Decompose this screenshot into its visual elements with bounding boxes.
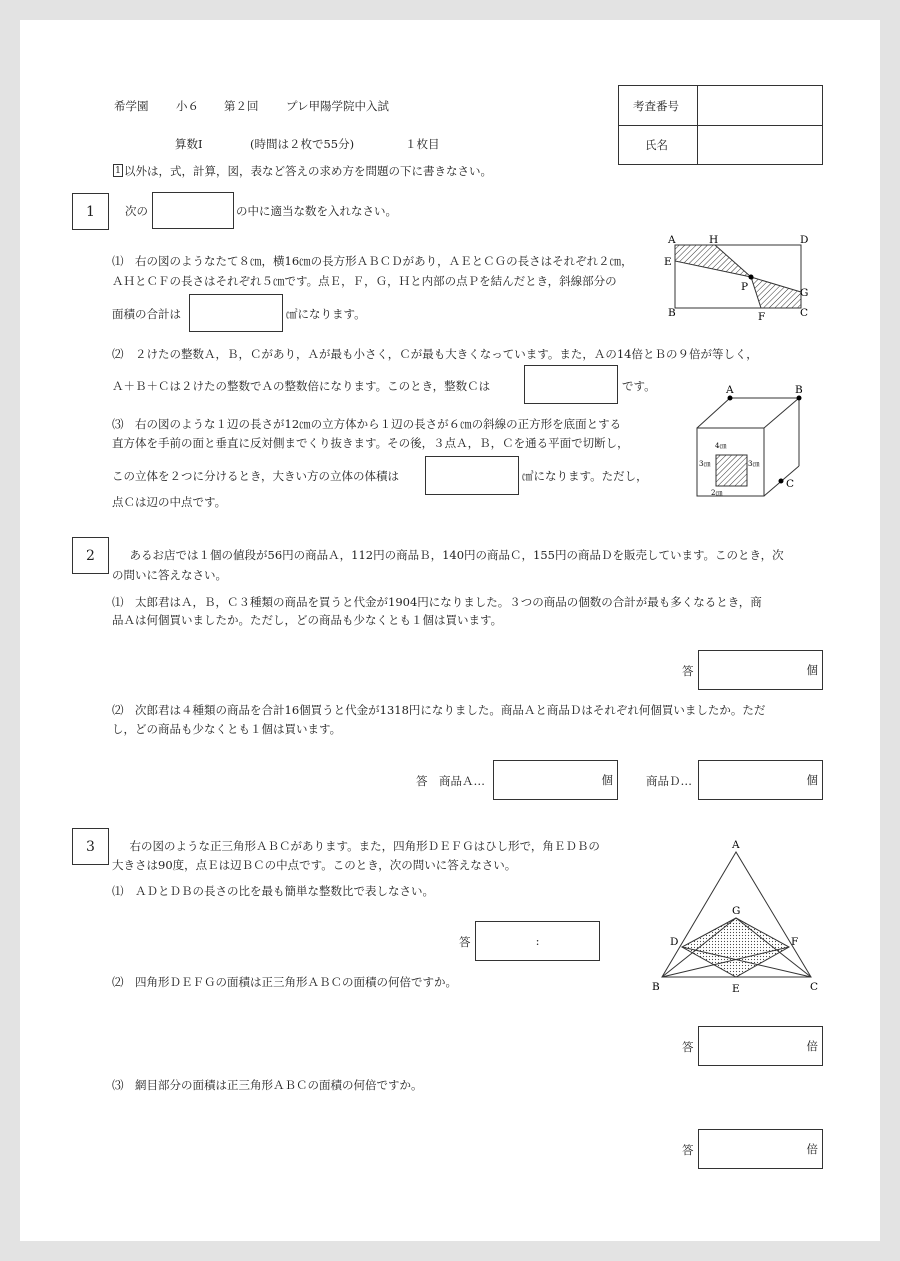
fig2-dim-2: 2㎝ [711, 489, 723, 497]
q1-p3-line4: 点Ｃは辺の中点です。 [112, 495, 227, 509]
fig3-label-b: B [652, 981, 660, 993]
fig2-label-a: A [726, 384, 734, 396]
q1-cube-figure [682, 380, 822, 505]
grade: 小６ [176, 99, 199, 113]
q1-p3-line3a: この立体を２つに分けるとき，大きい方の立体の体積は [112, 469, 400, 483]
q2-1-ans-label: 答 [682, 664, 694, 678]
q2-intro-line2: の問いに答えなさい。 [112, 568, 227, 582]
q2-2-answer-a-box[interactable] [493, 760, 618, 800]
fig3-label-d: D [670, 936, 679, 948]
shaded-right [751, 277, 801, 308]
q1-sample-box [152, 192, 234, 229]
exam-sheet [20, 20, 880, 1241]
fig3-label-a: A [732, 839, 740, 851]
shaded-left [675, 245, 751, 277]
fig1-label-h: H [709, 234, 719, 246]
q3-p3: ⑶ 網目部分の面積は正三角形ＡＢＣの面積の何倍ですか。 [112, 1078, 423, 1092]
id-field[interactable] [699, 87, 821, 124]
q3-intro-line2: 大きさは90度，点Ｅは辺ＢＣの中点です。このとき，次の問いに答えなさい。 [112, 858, 517, 872]
fig2-label-b: B [795, 384, 803, 396]
question-1-number: 1 [72, 193, 109, 230]
point-p [749, 275, 754, 280]
fig1-label-b: B [668, 307, 676, 319]
q2-p2-line1: ⑵ 次郎君は４種類の商品を合計16個買うと代金が1318円になりました。商品Ａと商品Ｄはそれぞれ何個買いましたか。ただ [112, 703, 766, 717]
q2-2-answer-d-box[interactable] [698, 760, 823, 800]
q3-1-answer-box[interactable] [475, 921, 600, 961]
fig2-dim-3-right: 3㎝ [748, 460, 760, 468]
q3-p1: ⑴ ＡＤとＤＢの長さの比を最も簡単な整数比で表しなさい。 [112, 884, 434, 898]
q1-intro-b: の中に適当な数を入れなさい。 [236, 204, 397, 218]
fig1-label-a: A [668, 234, 676, 246]
q3-3-ans-label: 答 [682, 1143, 694, 1157]
fig3-label-c: C [810, 981, 819, 993]
q2-2-ans-d-label: 商品Ｄ… [646, 774, 692, 788]
fig1-label-e: E [664, 256, 672, 268]
q2-intro-line1: あるお店では１個の値段が56円の商品Ａ，112円の商品Ｂ，140円の商品Ｃ，155円の商品Ｄを販売しています。このとき，次 [118, 548, 784, 562]
question-2-number: 2 [72, 537, 109, 574]
q3-intro-line1: 右の図のような正三角形ＡＢＣがあります。また，四角形ＤＥＦＧはひし形で，角ＥＤＢの [118, 839, 600, 853]
round: 第２回 [224, 99, 259, 113]
q3-p2: ⑵ 四角形ＤＥＦＧの面積は正三角形ＡＢＣの面積の何倍ですか。 [112, 975, 457, 989]
q1-p3-line1: ⑶ 右の図のような１辺の長さが12㎝の立方体から１辺の長さが６㎝の斜線の正方形を底面とする [112, 417, 622, 431]
q3-3-answer-box[interactable] [698, 1129, 823, 1169]
instruction-number-box: 1 [113, 164, 123, 177]
q1-1-answer-box[interactable] [189, 294, 283, 332]
school-name: 希学園 [114, 99, 149, 113]
q1-p1-line3b: ㎠になります。 [286, 307, 366, 321]
q1-p2-line1: ⑵ ２けたの整数Ａ，Ｂ，Ｃがあり，Ａが最も小さく，Ｃが最も大きくなっています。また，Ａの14倍とＢの９倍が等しく， [112, 347, 758, 361]
q1-3-answer-box[interactable] [425, 456, 519, 495]
fig2-dim-4: 4㎝ [715, 442, 727, 450]
unit-bai: 倍 [806, 1142, 818, 1156]
q1-rectangle-figure [660, 230, 810, 322]
q2-1-answer-box[interactable] [698, 650, 823, 690]
q1-p3-line2: 直方体を手前の面と垂直に反対側までくり抜きます。その後，３点Ａ，Ｂ，Ｃを通る平面で切断し， [112, 436, 629, 450]
time-note: (時間は２枚で55分) [250, 137, 355, 151]
q3-1-ans-label: 答 [459, 935, 471, 949]
q3-triangle-figure [648, 835, 826, 995]
fig1-label-f: F [758, 311, 766, 322]
instruction: 以外は，式，計算，図，表など答えの求め方を問題の下に書きなさい。 [124, 164, 492, 178]
fig2-label-c: C [786, 478, 795, 490]
q2-p1-line1: ⑴ 太郎君はＡ，Ｂ，Ｃ３種類の商品を買うと代金が1904円になりました。３つの商品の個数の合計が最も多くなるとき，商 [112, 595, 762, 609]
q1-p3-line3b: ㎤になります。ただし， [522, 469, 648, 483]
q3-2-answer-box[interactable] [698, 1026, 823, 1066]
q2-2-ans-a-label: 答 商品Ａ… [416, 774, 485, 788]
q2-p2-line2: し，どの商品も少なくとも１個は買います。 [112, 722, 342, 736]
q1-intro-a: 次の [125, 204, 148, 218]
unit-ko: 個 [806, 663, 818, 677]
subject: 算数Ⅰ [175, 137, 203, 151]
fig1-label-g: G [800, 287, 809, 299]
q1-p2-line2b: です。 [622, 379, 656, 393]
q1-p1-line1: ⑴ 右の図のようなたて８㎝，横16㎝の長方形ＡＢＣＤがあり，ＡＥとＣＧの長さはそれぞれ２㎝， [112, 254, 633, 268]
fig1-label-c: C [800, 307, 809, 319]
id-name-table [618, 85, 823, 165]
q1-2-answer-box[interactable] [524, 365, 618, 404]
name-field[interactable] [699, 127, 821, 164]
unit-bai: 倍 [806, 1039, 818, 1053]
page-label: １枚目 [405, 137, 440, 151]
fig2-dim-3-left: 3㎝ [699, 460, 711, 468]
id-label: 考査番号 [633, 99, 679, 113]
name-label: 氏名 [645, 138, 668, 152]
q1-p1-line3a: 面積の合計は [112, 307, 181, 321]
fig1-label-d: D [800, 234, 809, 246]
q1-p1-line2: ＡＨとＣＦの長さはそれぞれ５㎝です。点Ｅ，Ｆ，Ｇ，Ｈと内部の点Ｐを結んだとき，斜線部分の [112, 274, 617, 288]
q1-p2-line2a: Ａ＋Ｂ＋Ｃは２けたの整数でＡの整数倍になります。このとき，整数Ｃは [112, 379, 491, 393]
q3-2-ans-label: 答 [682, 1040, 694, 1054]
fig3-label-f: F [791, 936, 799, 948]
fig3-label-g: G [732, 905, 741, 917]
question-3-number: 3 [72, 828, 109, 865]
q2-p1-line2: 品Ａは何個買いましたか。ただし，どの商品も少なくとも１個は買います。 [112, 613, 503, 627]
unit-ko: 個 [806, 773, 818, 787]
fig3-label-e: E [732, 983, 740, 995]
ratio-separator: : [535, 934, 540, 948]
fig1-label-p: P [741, 281, 749, 293]
unit-ko: 個 [601, 773, 613, 787]
exam-name: プレ甲陽学院中入試 [286, 99, 390, 113]
